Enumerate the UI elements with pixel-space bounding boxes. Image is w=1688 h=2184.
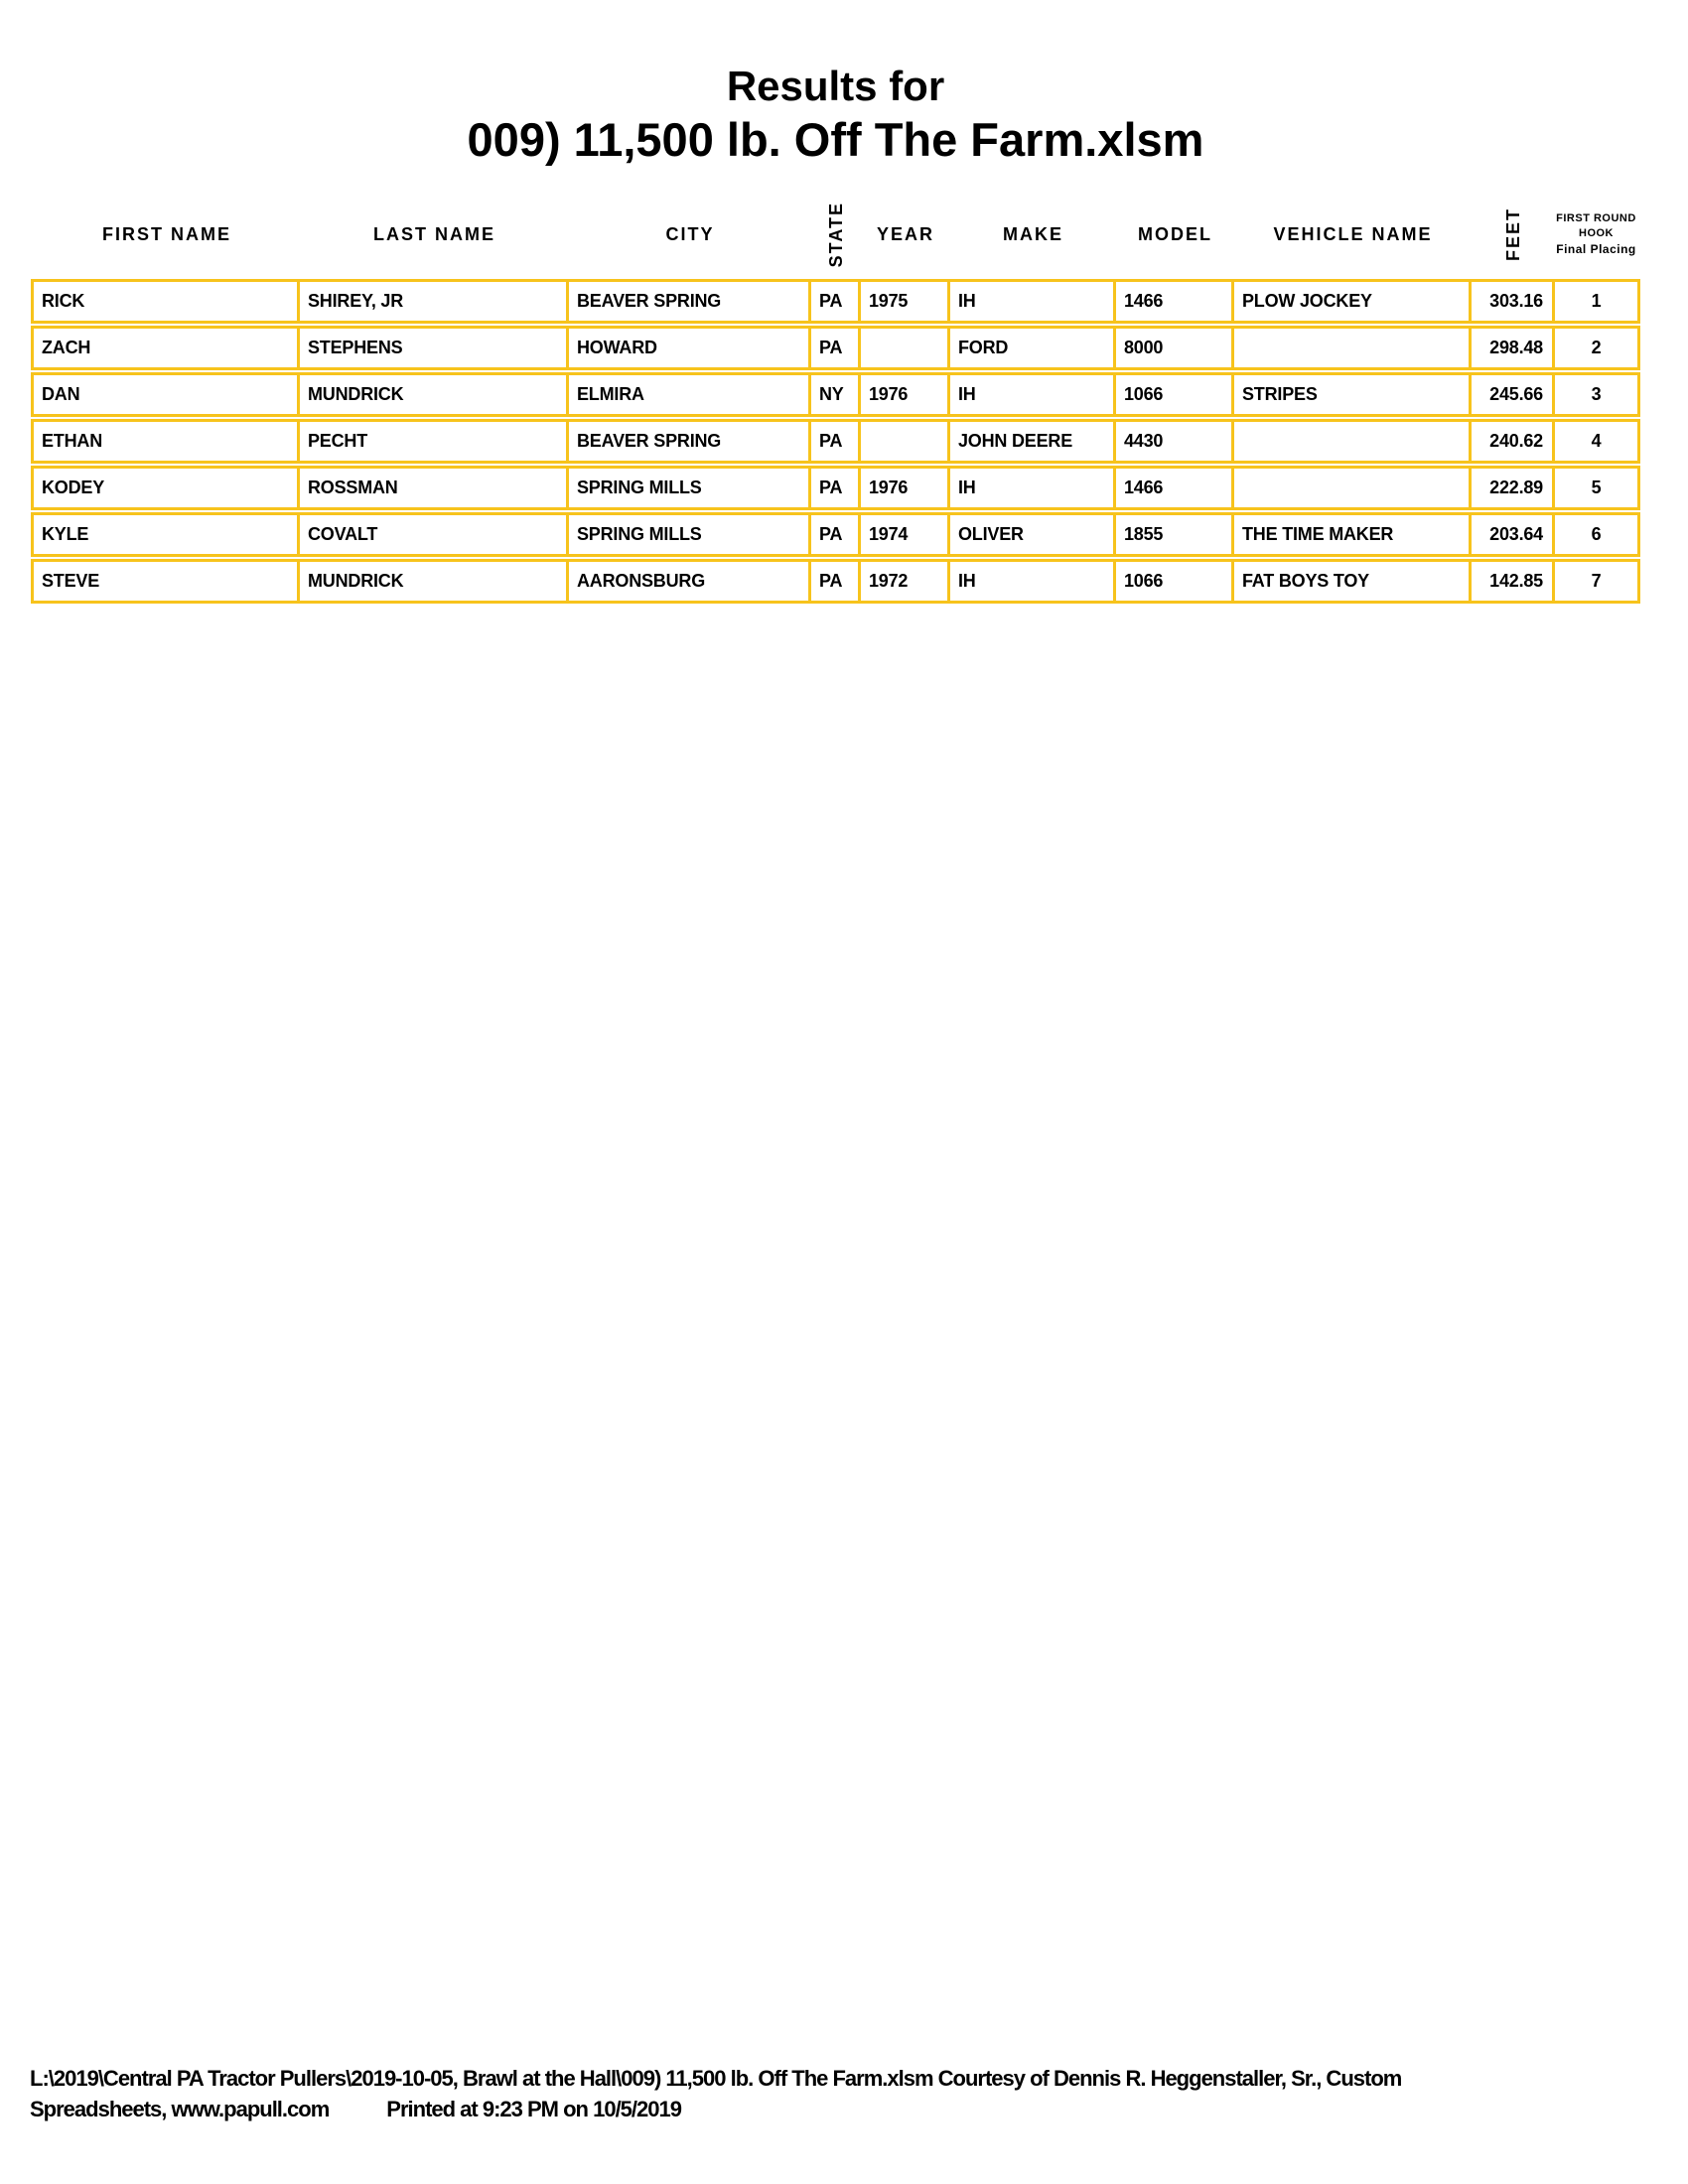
cell-city: AARONSBURG <box>569 562 811 601</box>
table-row <box>31 512 1640 557</box>
state-vertical-label: STATE <box>826 201 846 268</box>
cell-last-name: MUNDRICK <box>300 375 569 414</box>
cell-placing: 7 <box>1591 571 1602 591</box>
title-line1: Results for <box>726 63 945 109</box>
cell-first-name: KYLE <box>34 515 300 554</box>
footer-printed-timestamp: Printed at 9:23 PM on 10/5/2019 <box>386 2097 681 2121</box>
footer-second-line <box>30 2094 1678 2124</box>
hook-header-line1: FIRST ROUND <box>1556 212 1636 224</box>
cell-model: 1066 <box>1116 375 1234 414</box>
col-header-vehicle-name: VEHICLE NAME <box>1273 223 1433 244</box>
cell-city: BEAVER SPRING <box>569 282 811 321</box>
cell-state: NY <box>811 375 861 414</box>
table-row <box>31 326 1640 370</box>
cell-vehicle-name <box>1234 329 1472 367</box>
cell-city: SPRING MILLS <box>569 515 811 554</box>
col-header-last-name: LAST NAME <box>373 223 495 244</box>
cell-last-name: ROSSMAN <box>300 469 569 507</box>
cell-first-name: ZACH <box>34 329 300 367</box>
cell-placing: 6 <box>1591 524 1602 544</box>
cell-year: 1976 <box>861 375 950 414</box>
cell-feet: 298.48 <box>1472 329 1555 367</box>
table-row <box>31 419 1640 464</box>
cell-state: PA <box>811 422 861 461</box>
cell-vehicle-name <box>1234 469 1472 507</box>
cell-first-name: KODEY <box>34 469 300 507</box>
cell-last-name: COVALT <box>300 515 569 554</box>
cell-state: PA <box>811 515 861 554</box>
cell-last-name: STEPHENS <box>300 329 569 367</box>
cell-city: HOWARD <box>569 329 811 367</box>
cell-city: ELMIRA <box>569 375 811 414</box>
cell-model: 1066 <box>1116 562 1234 601</box>
table-row <box>31 466 1640 510</box>
cell-year: 1974 <box>861 515 950 554</box>
cell-feet: 222.89 <box>1472 469 1555 507</box>
cell-last-name: SHIREY, JR <box>300 282 569 321</box>
cell-placing: 1 <box>1591 291 1602 311</box>
cell-make: IH <box>950 375 1116 414</box>
cell-first-name: RICK <box>34 282 300 321</box>
cell-vehicle-name <box>1234 422 1472 461</box>
footer-file-path-line: L:\2019\Central PA Tractor Pullers\2019-10-05, Brawl at the Hall\009) 11,500 lb. Off The Farm.xlsm Courtesy of Dennis R. Heggenstaller, Sr., Custom <box>30 2066 1402 2091</box>
cell-last-name: PECHT <box>300 422 569 461</box>
cell-state: PA <box>811 562 861 601</box>
cell-make: OLIVER <box>950 515 1116 554</box>
cell-state: PA <box>811 329 861 367</box>
cell-make: FORD <box>950 329 1116 367</box>
cell-feet: 245.66 <box>1472 375 1555 414</box>
feet-vertical-label: FEET <box>1503 206 1523 261</box>
col-header-state <box>811 202 861 267</box>
cell-model: 1466 <box>1116 469 1234 507</box>
table-row <box>31 559 1640 604</box>
col-header-year: YEAR <box>876 223 934 244</box>
page-footer <box>30 2063 1678 2124</box>
col-header-model: MODEL <box>1138 223 1212 244</box>
cell-model: 4430 <box>1116 422 1234 461</box>
cell-city: SPRING MILLS <box>569 469 811 507</box>
cell-model: 8000 <box>1116 329 1234 367</box>
hook-header-line2: HOOK <box>1579 227 1614 239</box>
cell-year <box>861 329 950 367</box>
cell-placing: 3 <box>1591 384 1602 404</box>
results-table <box>31 279 1640 606</box>
cell-make: IH <box>950 562 1116 601</box>
cell-feet: 303.16 <box>1472 282 1555 321</box>
table-row <box>31 372 1640 417</box>
hook-header-line3: Final Placing <box>1556 242 1636 256</box>
cell-make: IH <box>950 282 1116 321</box>
cell-first-name: STEVE <box>34 562 300 601</box>
cell-last-name: MUNDRICK <box>300 562 569 601</box>
cell-year: 1976 <box>861 469 950 507</box>
cell-vehicle-name: PLOW JOCKEY <box>1234 282 1472 321</box>
table-header-row <box>31 190 1640 279</box>
cell-placing: 2 <box>1591 338 1602 357</box>
col-header-make: MAKE <box>1003 223 1063 244</box>
col-header-feet <box>1472 207 1555 261</box>
cell-feet: 142.85 <box>1472 562 1555 601</box>
cell-first-name: DAN <box>34 375 300 414</box>
page-title <box>31 64 1640 171</box>
title-line2: 009) 11,500 lb. Off The Farm.xlsm <box>467 113 1204 166</box>
cell-state: PA <box>811 282 861 321</box>
cell-feet: 203.64 <box>1472 515 1555 554</box>
table-row <box>31 279 1640 324</box>
cell-year: 1975 <box>861 282 950 321</box>
cell-state: PA <box>811 469 861 507</box>
cell-vehicle-name: STRIPES <box>1234 375 1472 414</box>
footer-credit-text: Spreadsheets, www.papull.com <box>30 2097 330 2121</box>
cell-make: JOHN DEERE <box>950 422 1116 461</box>
col-header-city: CITY <box>665 223 715 244</box>
cell-vehicle-name: FAT BOYS TOY <box>1234 562 1472 601</box>
cell-make: IH <box>950 469 1116 507</box>
col-header-placing <box>1555 211 1637 257</box>
cell-placing: 5 <box>1591 478 1602 497</box>
cell-feet: 240.62 <box>1472 422 1555 461</box>
cell-model: 1466 <box>1116 282 1234 321</box>
cell-year <box>861 422 950 461</box>
cell-placing: 4 <box>1591 431 1602 451</box>
cell-vehicle-name: THE TIME MAKER <box>1234 515 1472 554</box>
cell-year: 1972 <box>861 562 950 601</box>
col-header-first-name: FIRST NAME <box>102 223 231 244</box>
cell-first-name: ETHAN <box>34 422 300 461</box>
cell-city: BEAVER SPRING <box>569 422 811 461</box>
cell-model: 1855 <box>1116 515 1234 554</box>
